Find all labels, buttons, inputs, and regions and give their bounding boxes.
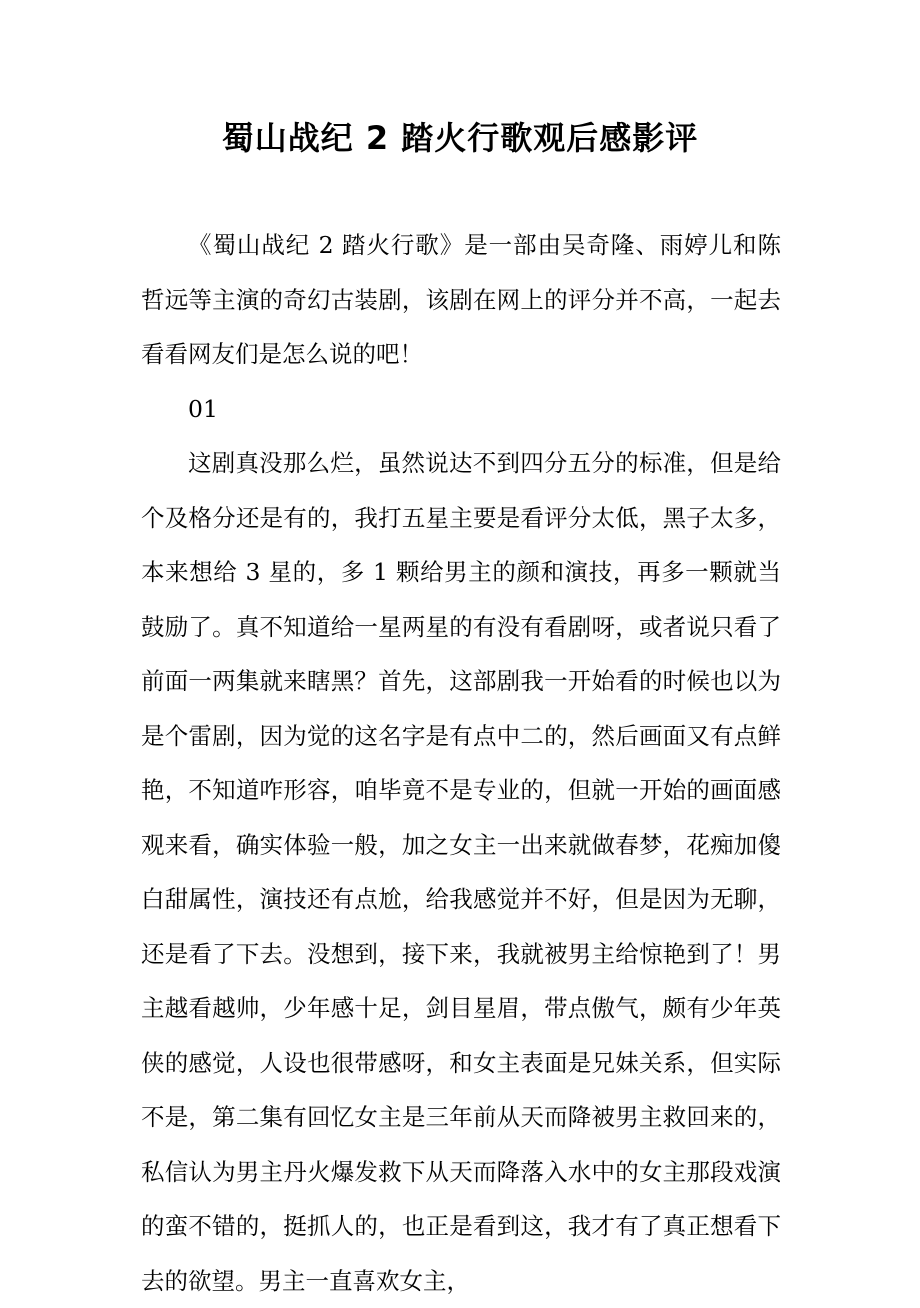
document-body: [141, 218, 781, 1308]
paragraph-review: 这剧真没那么烂，虽然说达不到四分五分的标准，但是给个及格分还是有的，我打五星主要是看评分太低，黑子太多，本来想给 3 星的，多 1 颗给男主的颜和演技，再多一颗就当鼓励了。真不知道给一星两星的有没有看剧呀，或者说只看了前面一两集就来瞎黑？首先，这部剧我一开始看的时候也以为是个雷剧，因为觉的这名字是有点中二的，然后画面又有点鲜艳，不知道咋形容，咱毕竟不是专业的，但就一开始的画面感观来看，确实体验一般，加之女主一出来就做春梦，花痴加傻白甜属性，演技还有点尬，给我感觉并不好，但是因为无聊，还是看了下去。没想到，接下来，我就被男主给惊艳到了！男主越看越帅，少年感十足，剑目星眉，带点傲气，颇有少年英侠的感觉，人设也很带感呀，和女主表面是兄妹关系，但实际不是，第二集有回忆女主是三年前从天而降被男主救回来的，私信认为男主丹火爆发救下从天而降落入水中的女主那段戏演的蛮不错的，挺抓人的，也正是看到这，我才有了真正想看下去的欲望。男主一直喜欢女主，: [141, 449, 781, 1295]
document-title: 蜀山战纪 2 踏火行歌观后感影评: [221, 119, 699, 157]
section-number: 01: [188, 394, 218, 423]
paragraph-intro: 《蜀山战纪 2 踏火行歌》是一部由吴奇隆、雨婷儿和陈哲远等主演的奇幻古装剧，该剧在网上的评分并不高，一起去看看网友们是怎么说的吧！: [141, 231, 781, 368]
